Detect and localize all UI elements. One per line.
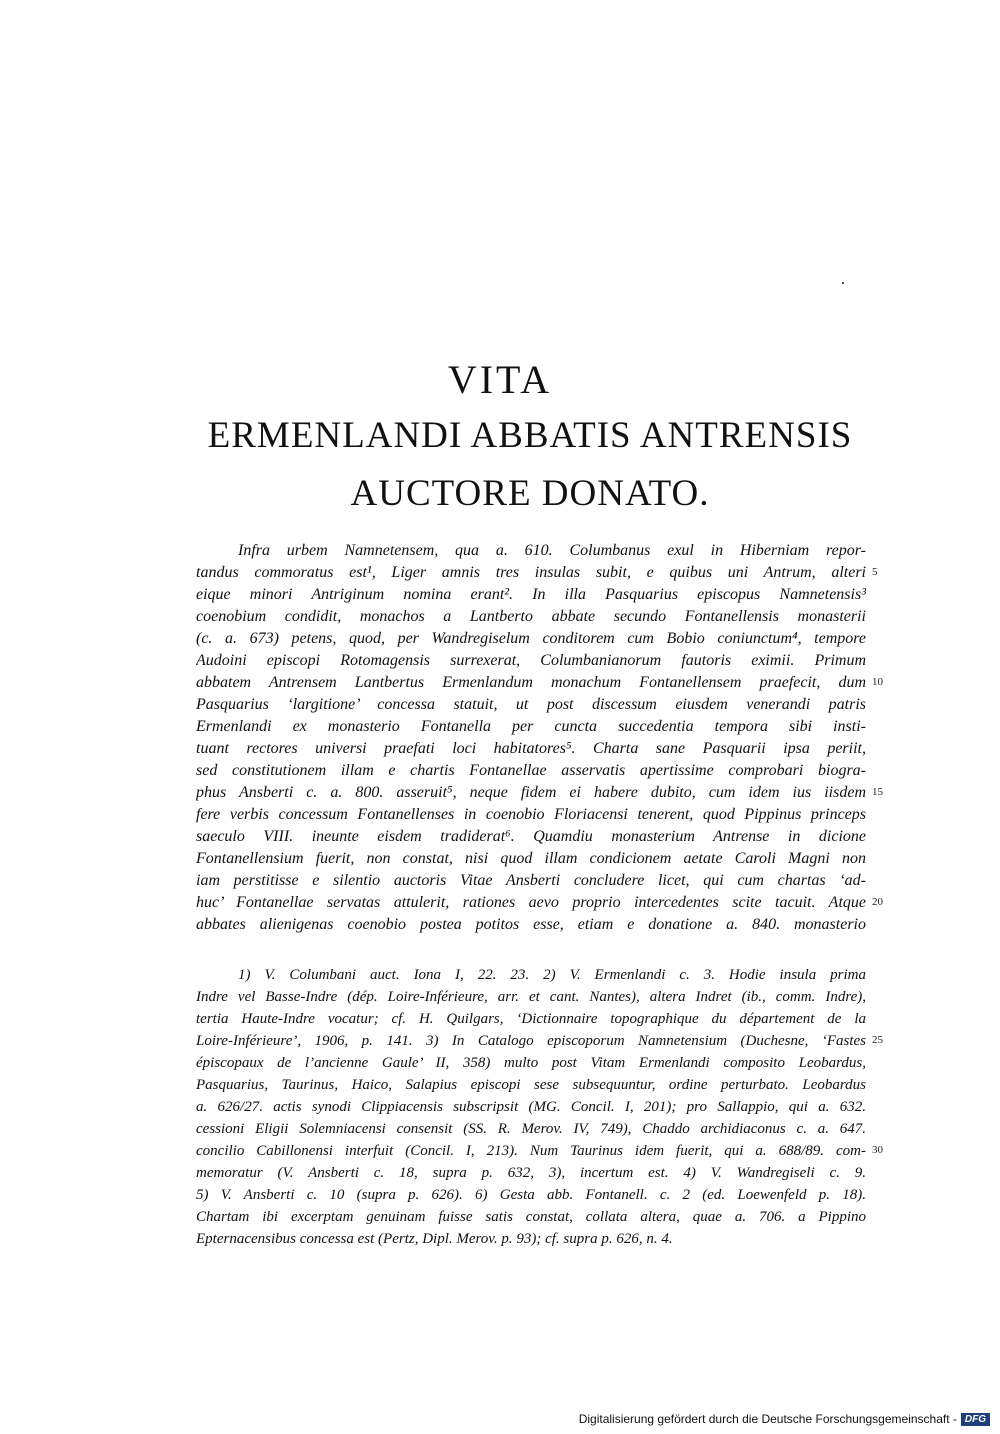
note-line: cessioni Eligii Solemniacensi consensit (SS. R. Merov. IV, 749), Chaddo archidiaconus c. a. 647. [196, 1121, 866, 1137]
footer-credit [579, 1412, 990, 1426]
note-line: Chartam ibi excerptam genuinam fuisse satis constat, collata altera, quae a. 706. a Pippino [196, 1209, 866, 1225]
note-line: 1) V. Columbani auct. Iona I, 22. 23. 2) V. Ermenlandi c. 3. Hodie insula prima [238, 967, 866, 983]
body-line: abbatem Antrensem Lantbertus Ermenlandum monachum Fontanellensem praefecit, dum [196, 674, 866, 691]
footnotes [196, 964, 866, 1250]
body-line: coenobium condidit, monachos a Lantberto abbate secundo Fontanellensis monasterii [196, 608, 866, 625]
body-line: sed constitutionem illam e chartis Fontanellae asservatis apertissime comprobari biogra- [196, 762, 866, 779]
note-line: Pasquarius, Taurinus, Haico, Salapius episcopi sese subsequuntur, ordine perturbato. Leobardus [196, 1077, 866, 1093]
body-line: tuant rectores universi praefati loci habitatores⁵. Charta sane Pasquarii ipsa periit, [196, 740, 866, 757]
body-line: Audoini episcopi Rotomagensis surrexerat, Columbanianorum fautoris eximii. Primum [196, 652, 866, 669]
speck-mark [842, 282, 844, 284]
body-line: tandus commoratus est¹, Liger amnis tres insulas subit, e quibus uni Antrum, alteri [196, 564, 866, 581]
main-text [196, 540, 866, 936]
body-line: abbates alienigenas coenobio postea potitos esse, etiam e donatione a. 840. monasterio [196, 916, 866, 933]
body-line: eique minori Antriginum nomina erant². In illa Pasquarius episcopus Namnetensis³ [196, 586, 866, 603]
body-line-number: 20 [872, 896, 883, 908]
body-line-number: 5 [872, 566, 878, 578]
body-line: Infra urbem Namnetensem, qua a. 610. Columbanus exul in Hiberniam repor- [238, 542, 866, 559]
title-line-1: VITA [447, 357, 553, 402]
body-line: iam perstitisse e silentio auctoris Vitae Ansberti concludere licet, qui cum chartas ‘ad- [196, 872, 866, 889]
dfg-logo: DFG [961, 1413, 990, 1426]
note-line-number: 25 [872, 1034, 883, 1046]
note-line: memoratur (V. Ansberti c. 18, supra p. 632, 3), incertum est. 4) V. Wandregiseli c. 9. [196, 1165, 866, 1181]
body-line-number: 10 [872, 676, 883, 688]
body-line: fere verbis concessum Fontanellenses in coenobio Floriacensi tenerent, quod Pippinus princeps [196, 806, 866, 823]
body-line: (c. a. 673) petens, quod, per Wandregiselum conditorem cum Bobio coniunctum⁴, tempore [196, 630, 866, 647]
body-line: huc’ Fontanellae servatas attulerit, rationes aevo proprio intercedentes scite tacuit. Atque [196, 894, 866, 911]
body-line: Ermenlandi ex monasterio Fontanella per cuncta succedentia tempora sibi insti- [196, 718, 866, 735]
body-line-number: 15 [872, 786, 883, 798]
footer-text: Digitalisierung gefördert durch die Deutsche Forschungsgemeinschaft - [578, 1412, 957, 1426]
note-line: concilio Cabillonensi interfuit (Concil. I, 213). Num Taurinus idem fuerit, qui a. 688/89. com- [196, 1143, 866, 1159]
note-line: épiscopaux de l’ancienne Gaule’ II, 358) multo post Vitam Ermenlandi composito Leobardus, [196, 1055, 866, 1071]
note-line: 5) V. Ansberti c. 10 (supra p. 626). 6) Gesta abb. Fontanell. c. 2 (ed. Loewenfeld p. 18). [196, 1187, 866, 1203]
note-line: a. 626/27. actis synodi Clippiacensis subscripsit (MG. Concil. I, 201); pro Sallappio, qui a. 632. [196, 1099, 866, 1115]
note-line: tertia Haute-Indre vocatur; cf. H. Quilgars, ‘Dictionnaire topographique du département de la [196, 1011, 866, 1027]
body-line: Pasquarius ‘largitione’ concessa statuit, ut post discessum eiusdem venerandi patris [196, 696, 866, 713]
note-line: Epternacensibus concessa est (Pertz, Dipl. Merov. p. 93); cf. supra p. 626, n. 4. [196, 1231, 673, 1247]
title-line-2: ERMENLANDI ABBATIS ANTRENSIS [207, 415, 853, 456]
note-line-number: 30 [872, 1144, 883, 1156]
body-line: saeculo VIII. ineunte eisdem tradiderat⁶. Quamdiu monasterium Antrense in dicione [196, 828, 866, 845]
body-line: Fontanellensium fuerit, non constat, nisi quod illam condicionem aetate Caroli Magni non [196, 850, 866, 867]
note-line: Indre vel Basse-Indre (dép. Loire-Inférieure, arr. et cant. Nantes), altera Indret (ib., comm. Indre), [196, 989, 866, 1005]
body-line: phus Ansberti c. a. 800. asseruit⁵, neque fidem ei habere dubito, cum idem ius iisdem [196, 784, 866, 801]
note-line: Loire-Inférieure’, 1906, p. 141. 3) In Catalogo episcoporum Namnetensium (Duchesne, ‘Fastes [196, 1033, 866, 1049]
title-line-3: AUCTORE DONATO. [350, 473, 710, 514]
